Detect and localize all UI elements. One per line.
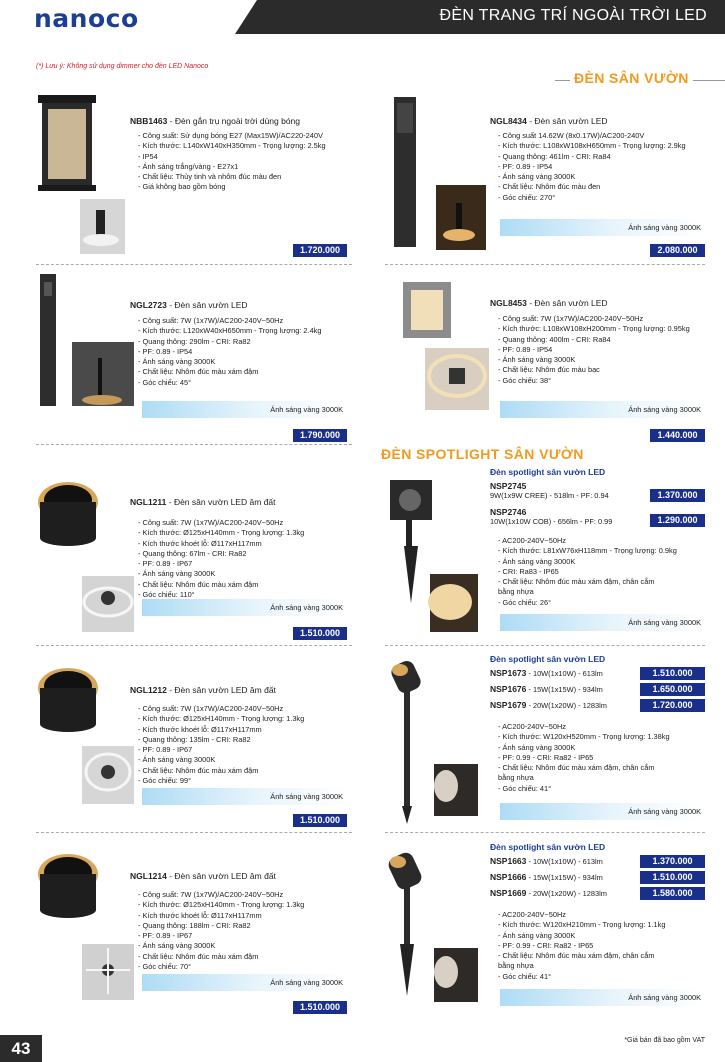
price-badge: 1.370.000 xyxy=(640,855,705,868)
light-color-bar xyxy=(500,803,705,820)
spec-item: - Quang thông: 400lm - CRI: Ra84 xyxy=(498,334,611,344)
divider xyxy=(36,264,352,265)
spec-item: bằng nhựa xyxy=(498,773,534,783)
product-name: - Đèn sân vườn LED xyxy=(166,300,248,310)
spec-item: - PF: 0.89 - IP54 xyxy=(138,346,193,356)
section-title-spotlight: ĐÈN SPOTLIGHT SÂN VƯỜN xyxy=(381,446,584,462)
spec-item: - Góc chiếu: 110° xyxy=(138,590,195,600)
spec-item: - Ánh sáng vàng 3000K xyxy=(498,930,576,940)
spec-item: - Ánh sáng vàng 3000K xyxy=(138,569,216,579)
product-code: NGL8434 xyxy=(490,116,527,126)
product-heading xyxy=(130,680,370,698)
spec-item: - Góc chiếu: 270° xyxy=(498,192,556,202)
spec-item: - Góc chiếu: 26° xyxy=(498,597,552,607)
spec-item: - Kích thước: L140xW140xH350mm - Trọng lượng: 2.5kg xyxy=(138,141,326,151)
product-code: NGL1211 xyxy=(130,497,167,507)
spec-list xyxy=(498,536,720,608)
variant-nsp2746 xyxy=(490,507,650,526)
spec-item: - Kích thước: L108xW108xH650mm - Trọng lượng: 2.9kg xyxy=(498,141,686,151)
product-ngl1211 xyxy=(130,492,370,600)
price-badge: 1.510.000 xyxy=(293,814,347,827)
product-nbb1463 xyxy=(130,111,370,193)
divider xyxy=(36,444,352,445)
variant-code: NSP1669 xyxy=(490,888,527,898)
product-code: NGL1212 xyxy=(130,685,167,695)
product-code: NGL1214 xyxy=(130,871,167,881)
product-code: NGL8453 xyxy=(490,298,527,308)
spec-item: - Góc chiếu: 38° xyxy=(498,375,552,385)
spec-item: - AC200-240V~50Hz xyxy=(498,910,566,919)
brand-logo: nanoco xyxy=(34,4,139,33)
spec-item: - Chất liệu: Thủy tinh và nhôm đúc màu đen xyxy=(138,172,282,182)
price-badge: 1.790.000 xyxy=(293,429,347,442)
spotlight-image-1673 xyxy=(380,658,480,828)
spec-list xyxy=(498,722,720,794)
post-light-image xyxy=(38,272,138,412)
spec-item: - Góc chiếu: 41° xyxy=(498,971,552,981)
spec-item: - Kích thước: L120xW40xH650mm - Trọng lượng: 2.4kg xyxy=(138,326,322,336)
page-number: 43 xyxy=(0,1035,42,1062)
product-ngl1212 xyxy=(130,680,370,786)
price-badge: 1.510.000 xyxy=(640,871,705,884)
spec-item: - Chất liệu: Nhôm đúc màu xám đậm, chân cắm xyxy=(498,763,655,773)
spec-item: - Ánh sáng vàng 3000K xyxy=(498,172,576,182)
variant-nsp1676 xyxy=(490,684,603,694)
spec-list xyxy=(138,316,370,388)
spec-item: - Kích thước: Ø125xH140mm - Trọng lượng: 1.3kg xyxy=(138,528,305,538)
spec-item: - Kích thước khoét lỗ: Ø117xH117mm xyxy=(138,538,262,548)
light-color-bar xyxy=(500,989,705,1006)
spec-item: - Giá không bao gồm bóng xyxy=(138,182,226,192)
spotlight-group-title: Đèn spotlight sân vườn LED xyxy=(490,467,606,477)
spec-item: - Chất liệu: Nhôm đúc màu xám đậm xyxy=(138,579,259,589)
product-heading xyxy=(130,492,370,510)
spec-list xyxy=(498,314,720,386)
spec-item: - Quang thông: 290lm - CRI: Ra82 xyxy=(138,336,251,346)
spec-list xyxy=(138,890,370,972)
product-code: NBB1463 xyxy=(130,116,168,126)
price-badge: 1.580.000 xyxy=(640,887,705,900)
price-badge: 1.290.000 xyxy=(650,514,705,527)
variant-code: NSP1666 xyxy=(490,872,527,882)
spec-item: - PF: 0.89 - IP67 xyxy=(138,745,193,755)
spec-item: - Công suất: 7W (1x7W)/AC200-240V~50Hz xyxy=(138,704,284,713)
divider xyxy=(385,264,705,265)
spotlight-group-title: Đèn spotlight sân vườn LED xyxy=(490,654,606,664)
ground-light-image-1214 xyxy=(36,848,136,1008)
spec-list xyxy=(498,131,720,203)
spec-item: - AC200-240V~50Hz xyxy=(498,722,566,731)
spec-item: - Ánh sáng vàng 3000K xyxy=(498,556,576,566)
divider xyxy=(36,832,352,833)
spec-item: - Góc chiếu: 99° xyxy=(138,776,192,786)
spec-item: - Chất liệu: Nhôm đúc màu xám đậm, chân cắm xyxy=(498,577,655,587)
price-badge: 1.650.000 xyxy=(640,683,705,696)
spec-item: - Chất liệu: Nhôm đúc màu xám đậm xyxy=(138,951,259,961)
spec-item: - PF: 0.99 - CRI: Ra82 - IP65 xyxy=(498,940,594,950)
price-badge: 1.510.000 xyxy=(293,627,347,640)
light-color-bar xyxy=(142,788,347,805)
bollard-image xyxy=(390,95,490,255)
spec-item: - Chất liệu: Nhôm đúc màu xám đậm, chân cắm xyxy=(498,951,655,961)
spec-item: - Ánh sáng trắng/vàng - E27x1 xyxy=(138,161,239,171)
spec-item: - Chất liệu: Nhôm đúc màu xám đậm xyxy=(138,765,259,775)
spec-list xyxy=(138,704,370,786)
spec-item: - Ánh sáng vàng 3000K xyxy=(498,355,576,365)
vat-footnote: *Giá bán đã bao gồm VAT xyxy=(624,1037,705,1044)
price-badge: 1.510.000 xyxy=(640,667,705,680)
spec-item: - PF: 0.89 - IP54 xyxy=(498,161,553,171)
variant-desc: - 20W(1x20W) - 1283lm xyxy=(526,889,607,898)
spec-item: - Chất liệu: Nhôm đúc màu xám đậm xyxy=(138,367,259,377)
spec-item: - Kích thước: Ø125xH140mm - Trọng lượng: 1.3kg xyxy=(138,900,305,910)
spec-item: - Góc chiếu: 70° xyxy=(138,962,192,972)
price-badge: 1.720.000 xyxy=(640,699,705,712)
spec-item: - PF: 0.89 - IP67 xyxy=(138,931,193,941)
spec-item: - AC200-240V~50Hz xyxy=(498,536,566,545)
light-color-label: Ánh sáng vàng 3000K xyxy=(628,807,701,816)
spec-item: - PF: 0.99 - CRI: Ra82 - IP65 xyxy=(498,752,594,762)
spotlight-image-1663 xyxy=(380,848,480,1008)
variant-desc: - 10W(1x10W) - 613lm xyxy=(526,669,603,678)
spec-item: - Chất liệu: Nhôm đúc màu bạc xyxy=(498,365,600,375)
price-badge: 1.720.000 xyxy=(293,244,347,257)
variant-nsp2745 xyxy=(490,481,650,500)
product-ngl1214 xyxy=(130,866,370,972)
variant-code: NSP1673 xyxy=(490,668,527,678)
light-color-label: Ánh sáng vàng 3000K xyxy=(628,618,701,627)
page-title: ĐÈN TRANG TRÍ NGOÀI TRỜI LED xyxy=(439,7,707,24)
spec-item: - Chất liệu: Nhôm đúc màu đen xyxy=(498,182,601,192)
product-ngl8434 xyxy=(490,111,720,203)
light-color-label: Ánh sáng vàng 3000K xyxy=(270,405,343,414)
spotlight-image-2745 xyxy=(380,468,480,638)
spec-item: - Góc chiếu: 45° xyxy=(138,377,192,387)
spec-item: - PF: 0.89 - IP54 xyxy=(498,344,553,354)
variant-code: NSP2746 xyxy=(490,507,527,517)
light-color-label: Ánh sáng vàng 3000K xyxy=(270,978,343,987)
spec-item: - Công suất: Sử dụng bóng E27 (Max15W)/AC220-240V xyxy=(138,131,323,140)
variant-desc: - 15W(1x15W) - 934lm xyxy=(526,685,603,694)
spec-item: - Kích thước: Ø125xH140mm - Trọng lượng: 1.3kg xyxy=(138,714,305,724)
spec-item: - Kích thước: L108xW108xH200mm - Trọng lượng: 0.95kg xyxy=(498,324,690,334)
divider xyxy=(385,645,705,646)
product-heading xyxy=(130,111,370,129)
product-heading xyxy=(130,866,370,884)
product-name: - Đèn sân vườn LED xyxy=(526,116,608,126)
product-name: - Đèn sân vườn LED âm đất xyxy=(166,871,276,881)
spec-item: - Ánh sáng vàng 3000K xyxy=(498,742,576,752)
spec-item: - Quang thông: 188lm - CRI: Ra82 xyxy=(138,920,251,930)
divider xyxy=(385,832,705,833)
spec-item: - Góc chiếu: 41° xyxy=(498,783,552,793)
light-color-label: Ánh sáng vàng 3000K xyxy=(628,993,701,1002)
spotlight-group-title: Đèn spotlight sân vườn LED xyxy=(490,842,606,852)
price-badge: 2.080.000 xyxy=(650,244,705,257)
spec-item: - IP54 xyxy=(138,151,158,161)
light-color-bar xyxy=(500,401,705,418)
spec-item: - Công suất 14.62W (8x0.17W)/AC200-240V xyxy=(498,131,645,140)
price-badge: 1.440.000 xyxy=(650,429,705,442)
variant-desc: - 20W(1x20W) - 1283lm xyxy=(526,701,607,710)
spec-item: - Ánh sáng vàng 3000K xyxy=(138,755,216,765)
variant-nsp1666 xyxy=(490,872,603,882)
variant-nsp1663 xyxy=(490,856,603,866)
product-code: NGL2723 xyxy=(130,300,167,310)
spec-item: - Kích thước khoét lỗ: Ø117xH117mm xyxy=(138,910,262,920)
spec-item: bằng nhựa xyxy=(498,587,534,597)
spec-item: - Công suất: 7W (1x7W)/AC200-240V~50Hz xyxy=(138,316,284,325)
ground-light-image-1211 xyxy=(36,476,136,636)
divider xyxy=(36,645,352,646)
product-heading xyxy=(130,295,370,313)
cube-light-image xyxy=(395,278,495,418)
light-color-label: Ánh sáng vàng 3000K xyxy=(628,223,701,232)
spec-item: - Quang thông: 67lm - CRI: Ra82 xyxy=(138,548,247,558)
variant-code: NSP1679 xyxy=(490,700,527,710)
dimmer-note: (*) Lưu ý: Không sử dụng dimmer cho đèn LED Nanoco xyxy=(36,63,209,70)
spec-item: - Quang thông: 461lm - CRI: Ra84 xyxy=(498,151,611,161)
spec-item: - Ánh sáng vàng 3000K xyxy=(138,357,216,367)
variant-desc: - 10W(1x10W) - 613lm xyxy=(526,857,603,866)
price-badge: 1.370.000 xyxy=(650,489,705,502)
spec-item: - CRI: Ra83 - IP65 xyxy=(498,566,559,576)
spec-item: - Công suất: 7W (1x7W)/AC200-240V~50Hz xyxy=(498,314,644,323)
product-name: - Đèn sân vườn LED âm đất xyxy=(166,685,276,695)
price-badge: 1.510.000 xyxy=(293,1001,347,1014)
spec-item: - Công suất: 7W (1x7W)/AC200-240V~50Hz xyxy=(138,518,284,527)
variant-nsp1673 xyxy=(490,668,603,678)
spec-list xyxy=(138,131,370,193)
variant-code: NSP2745 xyxy=(490,481,527,491)
spec-item: - Quang thông: 135lm - CRI: Ra82 xyxy=(138,734,251,744)
ground-light-image-1212 xyxy=(36,662,136,822)
product-heading xyxy=(490,293,720,311)
variant-desc: 9W(1x9W CREE) - 518lm - PF: 0.94 xyxy=(490,491,609,500)
variant-code: NSP1676 xyxy=(490,684,527,694)
product-heading xyxy=(490,111,720,129)
light-color-bar xyxy=(142,401,347,418)
light-color-label: Ánh sáng vàng 3000K xyxy=(270,792,343,801)
product-name: - Đèn sân vườn LED xyxy=(526,298,608,308)
variant-nsp1669 xyxy=(490,888,607,898)
light-color-label: Ánh sáng vàng 3000K xyxy=(270,603,343,612)
spec-list xyxy=(498,910,720,982)
spec-item: - Công suất: 7W (1x7W)/AC200-240V~50Hz xyxy=(138,890,284,899)
lantern-image xyxy=(38,95,128,255)
variant-desc: 10W(1x10W COB) - 656lm - PF: 0.99 xyxy=(490,517,613,526)
light-color-bar xyxy=(142,974,347,991)
product-ngl8453 xyxy=(490,293,720,386)
variant-code: NSP1663 xyxy=(490,856,527,866)
spec-item: - Kích thước: W120xH210mm - Trọng lượng: 1.1kg xyxy=(498,920,666,930)
product-name: - Đèn sân vườn LED âm đất xyxy=(166,497,276,507)
spec-item: - Kích thước: W120xH520mm - Trọng lượng: 1.38kg xyxy=(498,732,670,742)
light-color-label: Ánh sáng vàng 3000K xyxy=(628,405,701,414)
spec-item: - Ánh sáng vàng 3000K xyxy=(138,941,216,951)
light-color-bar xyxy=(142,599,347,616)
product-name: - Đèn gắn trụ ngoài trời dùng bóng xyxy=(167,116,301,126)
spec-item: - Kích thước: L81xW76xH118mm - Trọng lượng: 0.9kg xyxy=(498,546,677,556)
product-ngl2723 xyxy=(130,295,370,388)
light-color-bar xyxy=(500,614,705,631)
spec-list xyxy=(138,518,370,600)
section-title-garden: ĐÈN SÂN VƯỜN xyxy=(570,70,693,86)
variant-nsp1679 xyxy=(490,700,607,710)
variant-desc: - 15W(1x15W) - 934lm xyxy=(526,873,603,882)
spec-item: - PF: 0.89 - IP67 xyxy=(138,559,193,569)
light-color-bar xyxy=(500,219,705,236)
spec-item: - Kích thước khoét lỗ: Ø117xH117mm xyxy=(138,724,262,734)
spec-item: bằng nhựa xyxy=(498,961,534,971)
